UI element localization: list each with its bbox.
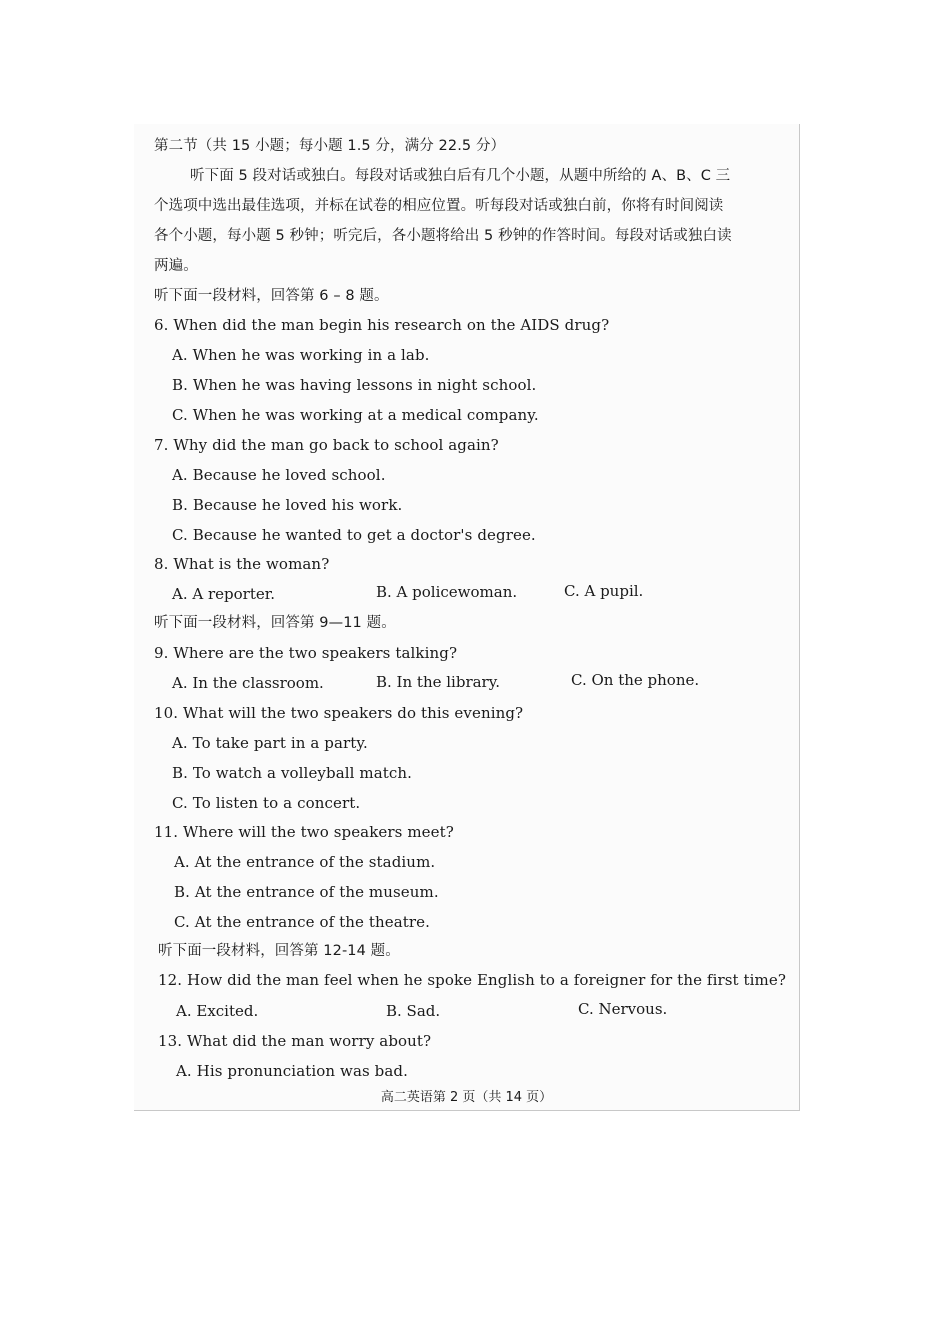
question-11-stem: 11. Where will the two speakers meet?: [154, 823, 454, 841]
question-6-option-a: A. When he was working in a lab.: [172, 346, 430, 364]
instructions-line-4: 两遍。: [154, 258, 198, 274]
group-label-12-14: 听下面一段材料，回答第 12-14 题。: [158, 943, 400, 959]
question-8-option-a: A. A reporter.: [172, 585, 276, 603]
question-6-stem: 6. When did the man begin his research on the AIDS drug?: [154, 316, 610, 334]
question-10-option-a: A. To take part in a party.: [172, 734, 368, 752]
instructions-line-1: 听下面 5 段对话或独白。每段对话或独白后有几个小题，从题中所给的 A、B、C 三: [190, 168, 731, 184]
page-footer: 高二英语第 2 页（共 14 页）: [380, 1090, 553, 1105]
question-9-option-b: B. In the library.: [376, 673, 500, 691]
question-7-option-a: A. Because he loved school.: [172, 466, 386, 484]
question-6-option-b: B. When he was having lessons in night school.: [172, 376, 537, 394]
question-12-option-b: B. Sad.: [386, 1002, 441, 1020]
question-8-option-b: B. A policewoman.: [376, 583, 518, 601]
question-6-option-c: C. When he was working at a medical company.: [172, 406, 539, 424]
question-8-stem: 8. What is the woman?: [154, 555, 330, 573]
question-11-option-a: A. At the entrance of the stadium.: [174, 853, 436, 871]
question-12-stem: 12. How did the man feel when he spoke English to a foreigner for the first time?: [158, 971, 786, 989]
question-7-option-b: B. Because he loved his work.: [172, 496, 403, 514]
question-12-option-c: C. Nervous.: [578, 1000, 668, 1018]
section-heading: 第二节（共 15 小题；每小题 1.5 分，满分 22.5 分）: [154, 138, 506, 154]
question-9-option-c: C. On the phone.: [571, 671, 700, 689]
question-9-stem: 9. Where are the two speakers talking?: [154, 644, 458, 662]
instructions-line-2: 个选项中选出最佳选项，并标在试卷的相应位置。听每段对话或独白前，你将有时间阅读: [154, 198, 724, 214]
scanned-exam-page: [134, 124, 800, 1111]
question-9-option-a: A. In the classroom.: [172, 674, 324, 692]
question-8-option-c: C. A pupil.: [564, 582, 644, 600]
question-7-option-c: C. Because he wanted to get a doctor's degree.: [172, 526, 536, 544]
question-11-option-b: B. At the entrance of the museum.: [174, 883, 439, 901]
question-10-stem: 10. What will the two speakers do this evening?: [154, 704, 524, 722]
question-13-option-a: A. His pronunciation was bad.: [176, 1062, 408, 1080]
question-13-stem: 13. What did the man worry about?: [158, 1032, 432, 1050]
group-label-9-11: 听下面一段材料，回答第 9—11 题。: [154, 615, 396, 631]
instructions-line-3: 各个小题，每小题 5 秒钟；听完后，各小题将给出 5 秒钟的作答时间。每段对话或独白读: [154, 228, 732, 244]
question-12-option-a: A. Excited.: [176, 1002, 259, 1020]
question-10-option-b: B. To watch a volleyball match.: [172, 764, 413, 782]
question-7-stem: 7. Why did the man go back to school again?: [154, 436, 499, 454]
question-11-option-c: C. At the entrance of the theatre.: [174, 913, 430, 931]
question-10-option-c: C. To listen to a concert.: [172, 794, 361, 812]
group-label-6-8: 听下面一段材料，回答第 6 – 8 题。: [154, 288, 389, 304]
